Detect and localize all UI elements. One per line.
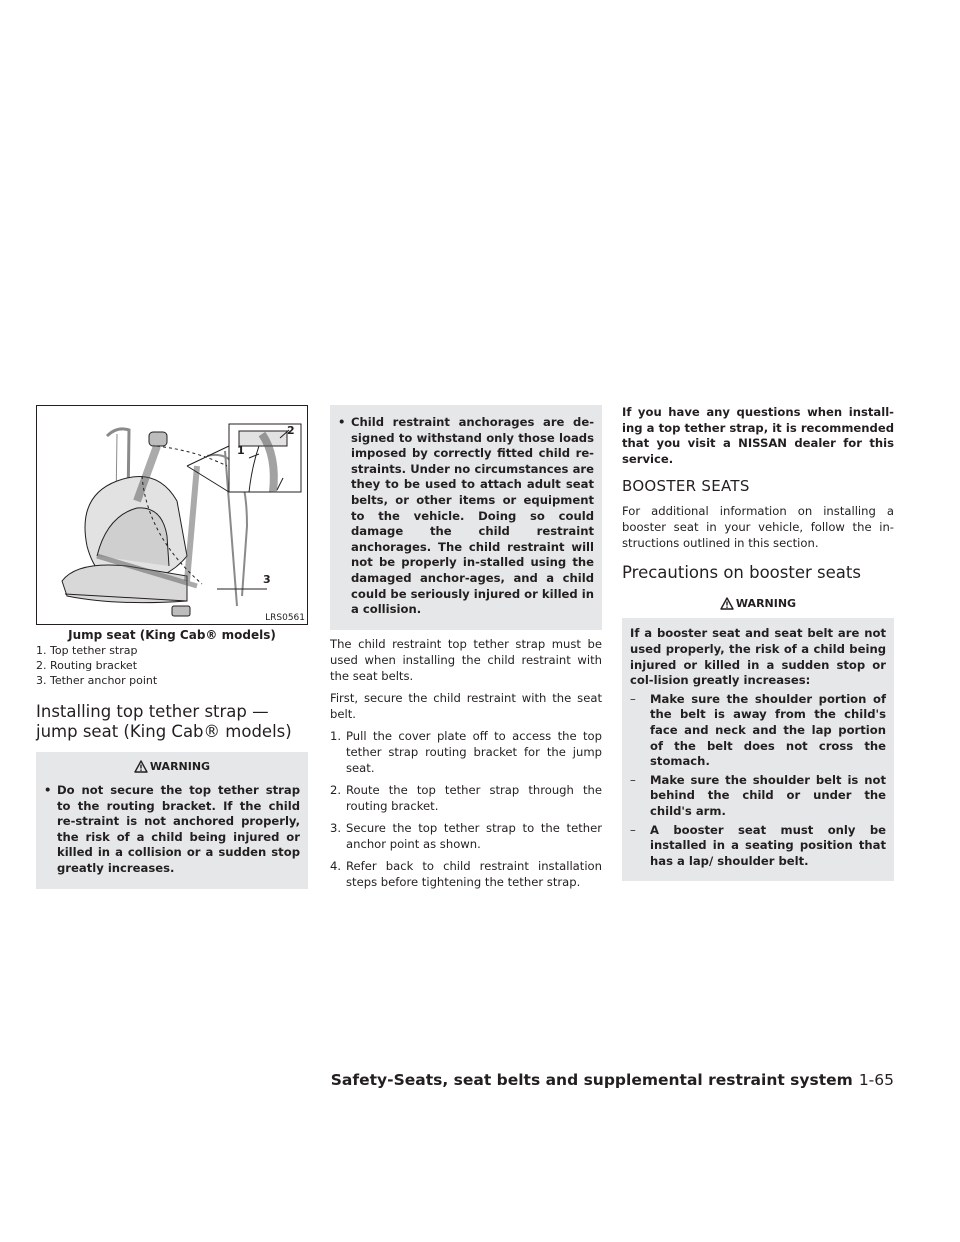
section-heading-booster: BOOSTER SEATS [622, 477, 750, 496]
warning-bullet: • Do not secure the top tether strap to the routing bracket. If the child re-straint is not anchored properly, the risk of a child being injured or killed in a collision or a sudden stop greatly increases. [44, 783, 300, 875]
warning-dash-item: – Make sure the shoulder portion of the belt is away from the child's face and neck and the lap portion of the belt does not cross the stomach. [630, 691, 886, 769]
warning-label: WARNING [149, 760, 211, 773]
paragraph: The child restraint top tether strap must be used when installing the child restraint with the seat belts. [330, 636, 602, 683]
section-heading-tether: Installing top tether strap — jump seat (King Cab® models) [36, 702, 292, 741]
figure-legend [36, 643, 308, 688]
warning-header [44, 752, 300, 783]
warning-dash-item: – Make sure the shoulder belt is not behind the child or under the child's arm. [630, 772, 886, 818]
page-footer [331, 1071, 894, 1089]
step-item: 4. Refer back to child restraint installation steps before tightening the tether strap. [330, 858, 602, 889]
paragraph: First, secure the child restraint with the seat belt. [330, 690, 602, 721]
warning-label: WARNING [735, 597, 797, 611]
figure-caption: Jump seat (King Cab® models) [68, 628, 276, 642]
child-seat-illustration [37, 406, 307, 624]
step-item: 3. Secure the top tether strap to the tether anchor point as shown. [330, 820, 602, 851]
subheading-precautions: Precautions on booster seats [622, 563, 861, 583]
figure-code: LRS0561 [265, 613, 305, 623]
paragraph: For additional information on installing a booster seat in your vehicle, follow the in-structions outlined in this section. [622, 504, 894, 551]
page-number: 1-65 [858, 1071, 894, 1089]
step-item: 1. Pull the cover plate off to access the top tether strap routing bracket for the jump seat. [330, 728, 602, 775]
warning-box-booster [622, 618, 894, 881]
legend-item: 2. Routing bracket [36, 659, 138, 672]
warning-triangle-icon [720, 597, 734, 610]
legend-item: 1. Top tether strap [36, 644, 138, 657]
closing-paragraph: If you have any questions when install-ing a top tether strap, it is recommended that you visit a NISSAN dealer for this service. [622, 405, 894, 466]
step-item: 2. Route the top tether strap through the routing bracket. [330, 782, 602, 813]
warning-box-tether [36, 752, 308, 889]
column-2 [330, 405, 602, 890]
warning-bullet: • Child restraint anchorages are de-signed to withstand only those loads imposed by correctly fitted child re-straints. Under no circumstances are they to be used to attach adult seat belts, or other items or equipment to the vehicle. Doing so could damage the child restraint anchorages. The child restraint will not be properly in-stalled using the damaged anchor-ages, and a child could be seriously injured or killed in a collision. [338, 415, 594, 617]
warning-header [622, 591, 894, 618]
callout-2: 2 [287, 424, 295, 437]
legend-item: 3. Tether anchor point [36, 674, 158, 687]
callout-1: 1 [237, 444, 245, 457]
warning-intro: If a booster seat and seat belt are not used properly, the risk of a child being injured or killed in a sudden stop or col-lision greatly increases: [630, 626, 886, 688]
column-3 [622, 405, 894, 881]
figure-jump-seat [36, 405, 308, 625]
warning-dash-item: – A booster seat must only be installed in a seating position that has a lap/ shoulder belt. [630, 822, 886, 868]
column-1 [36, 405, 308, 889]
warning-box-continued [330, 405, 602, 630]
footer-section-title: Safety-Seats, seat belts and supplemental restraint system [330, 1071, 853, 1089]
callout-3: 3 [263, 573, 271, 586]
warning-triangle-icon [134, 760, 148, 773]
